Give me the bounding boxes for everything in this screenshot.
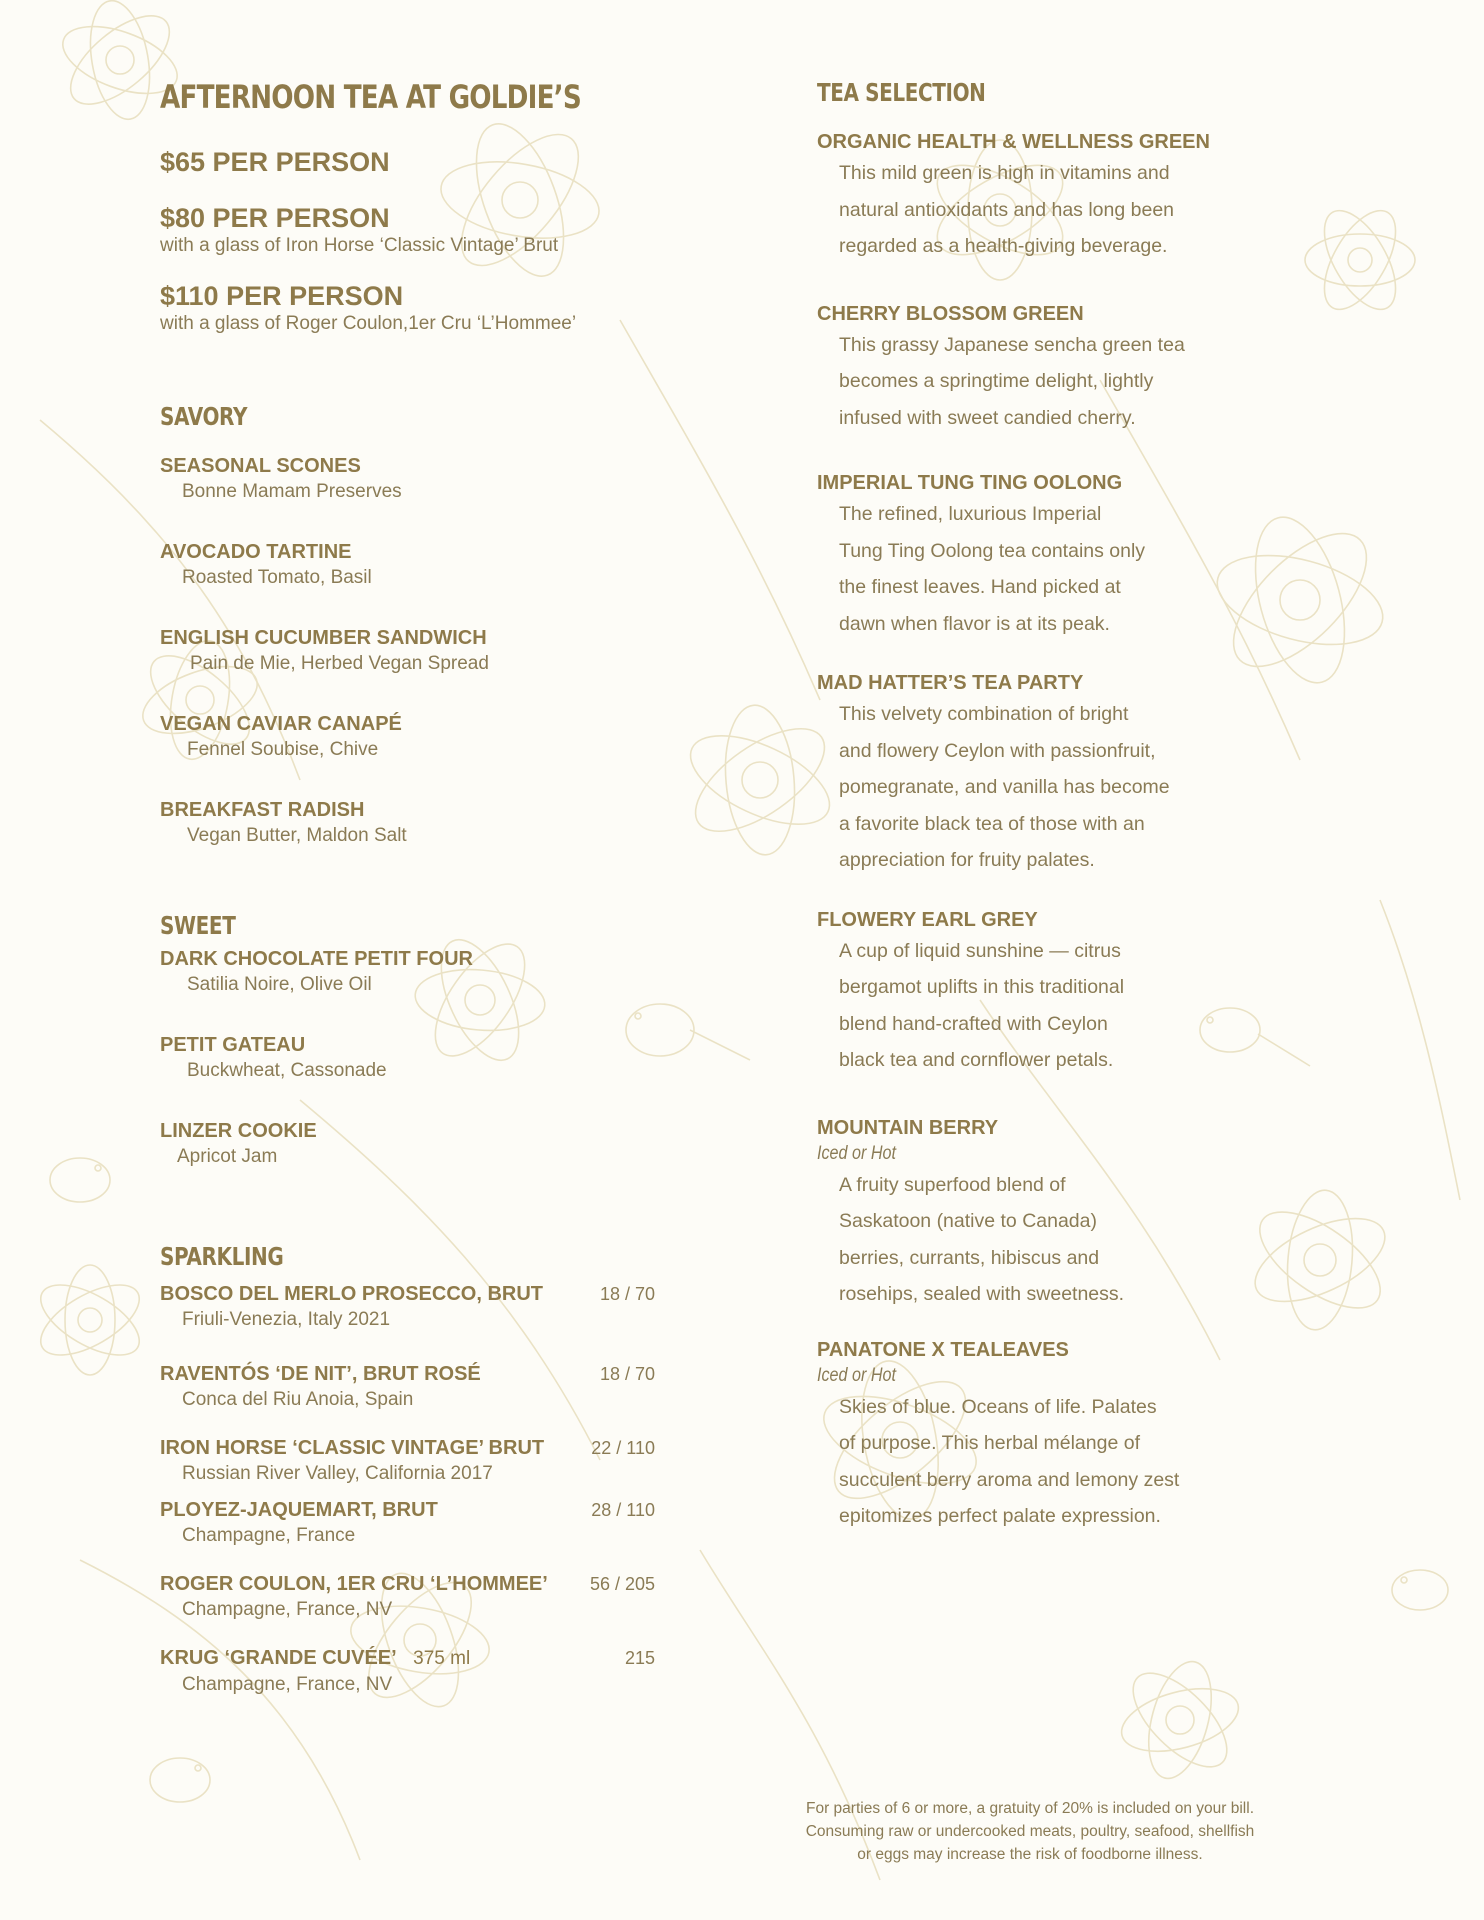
tea-desc-line: rosehips, sealed with sweetness. bbox=[839, 1283, 1125, 1305]
wine-item bbox=[160, 1435, 655, 1487]
tea-desc-line: Tung Ting Oolong tea contains only bbox=[839, 539, 1146, 562]
menu-item-name: VEGAN CAVIAR CANAPÉ bbox=[160, 713, 402, 735]
menu-item-name: DARK CHOCOLATE PETIT FOUR bbox=[160, 948, 473, 970]
wine-name: PLOYEZ-JAQUEMART, BRUT bbox=[160, 1499, 438, 1521]
tea-desc-line: This grassy Japanese sencha green tea bbox=[839, 333, 1185, 356]
tea-desc-line: appreciation for fruity palates. bbox=[839, 849, 1095, 871]
tea-name: PANATONE X TEALEAVES bbox=[817, 1338, 1069, 1361]
tea-desc bbox=[817, 696, 1259, 879]
tea-desc bbox=[817, 496, 1259, 642]
tea-desc-line: The refined, luxurious Imperial bbox=[839, 503, 1102, 525]
price-tier-price: $110 PER PERSON bbox=[160, 281, 404, 311]
wine-name: KRUG ‘GRANDE CUVÉE’ bbox=[160, 1647, 396, 1669]
wine-item bbox=[160, 1571, 655, 1623]
tea-desc bbox=[817, 933, 1259, 1079]
sparkling-section bbox=[160, 1242, 680, 1698]
tea-desc-line: blend hand-crafted with Ceylon bbox=[839, 1012, 1108, 1035]
menu-item bbox=[160, 946, 680, 998]
tea-name: ORGANIC HEALTH & WELLNESS GREEN bbox=[817, 131, 1210, 153]
tea-item bbox=[817, 1337, 1337, 1535]
tea-item bbox=[817, 470, 1337, 642]
wine-name: IRON HORSE ‘CLASSIC VINTAGE’ BRUT bbox=[160, 1437, 545, 1459]
tea-name: FLOWERY EARL GREY bbox=[817, 908, 1038, 931]
tea-desc-line: black tea and cornflower petals. bbox=[839, 1049, 1114, 1071]
tea-item bbox=[817, 129, 1337, 265]
footer-disclaimer bbox=[780, 1797, 1280, 1866]
wine-name: ROGER COULON, 1ER CRU ‘L’HOMMEE’ bbox=[160, 1573, 548, 1595]
footer-line: Consuming raw or undercooked meats, poultry, seafood, shellfish bbox=[805, 1823, 1255, 1840]
tea-desc-line: infused with sweet candied cherry. bbox=[839, 406, 1136, 429]
menu-item-name: PETIT GATEAU bbox=[160, 1034, 306, 1056]
sweet-heading: SWEET bbox=[160, 911, 236, 940]
tea-desc bbox=[817, 1167, 1259, 1313]
wine-origin: Champagne, France, NV bbox=[182, 1674, 393, 1695]
menu-item-desc: Fennel Soubise, Chive bbox=[187, 739, 379, 760]
menu-item-desc: Pain de Mie, Herbed Vegan Spread bbox=[190, 653, 489, 674]
price-tier bbox=[160, 280, 680, 336]
tea-desc bbox=[817, 1389, 1259, 1535]
wine-origin: Russian River Valley, California 2017 bbox=[182, 1463, 493, 1484]
wine-item bbox=[160, 1497, 655, 1549]
sweet-section bbox=[160, 911, 680, 1170]
menu-item bbox=[160, 539, 680, 591]
menu-item-desc: Roasted Tomato, Basil bbox=[182, 567, 372, 588]
menu-item-desc: Apricot Jam bbox=[177, 1146, 278, 1167]
tea-desc-line: succulent berry aroma and lemony zest bbox=[839, 1468, 1180, 1491]
wine-price: 18 / 70 bbox=[599, 1364, 655, 1384]
tea-desc-line: pomegranate, and vanilla has become bbox=[839, 776, 1170, 798]
tea-heading: TEA SELECTION bbox=[817, 78, 986, 107]
wine-name: BOSCO DEL MERLO PROSECCO, BRUT bbox=[160, 1283, 543, 1305]
menu-item bbox=[160, 1118, 680, 1170]
tea-desc-line: of purpose. This herbal mélange of bbox=[839, 1432, 1140, 1454]
tea-desc bbox=[817, 327, 1259, 437]
sparkling-heading: SPARKLING bbox=[160, 1242, 284, 1271]
tea-desc-line: bergamot uplifts in this traditional bbox=[839, 976, 1125, 998]
menu-item bbox=[160, 453, 680, 505]
savory-section bbox=[160, 402, 680, 849]
tea-name: MOUNTAIN BERRY bbox=[817, 1116, 999, 1139]
tea-serving: Iced or Hot bbox=[817, 1142, 896, 1164]
tea-desc-line: epitomizes perfect palate expression. bbox=[839, 1505, 1161, 1527]
tea-name: IMPERIAL TUNG TING OOLONG bbox=[817, 472, 1123, 494]
wine-item bbox=[160, 1361, 655, 1413]
menu-item bbox=[160, 711, 680, 763]
wine-price: 28 / 110 bbox=[591, 1500, 655, 1520]
tea-name: CHERRY BLOSSOM GREEN bbox=[817, 302, 1084, 325]
menu-item bbox=[160, 1032, 680, 1084]
menu-item-name: ENGLISH CUCUMBER SANDWICH bbox=[160, 627, 487, 649]
tea-desc-line: regarded as a health-giving beverage. bbox=[839, 235, 1168, 257]
menu-item-desc: Buckwheat, Cassonade bbox=[187, 1060, 387, 1081]
price-tier bbox=[160, 202, 680, 258]
wine-origin: Champagne, France bbox=[182, 1525, 356, 1546]
menu-title: AFTERNOON TEA AT GOLDIE’S bbox=[160, 78, 581, 116]
wine-price: 22 / 110 bbox=[591, 1438, 655, 1458]
tea-desc-line: This mild green is high in vitamins and bbox=[839, 162, 1170, 184]
tea-desc-line: Skies of blue. Oceans of life. Palates bbox=[839, 1395, 1157, 1418]
menu-item-desc: Bonne Mamam Preserves bbox=[182, 481, 402, 502]
menu-item bbox=[160, 797, 680, 849]
tea-desc-line: the finest leaves. Hand picked at bbox=[839, 576, 1121, 598]
wine-size: 375 ml bbox=[413, 1648, 471, 1669]
tea-desc bbox=[817, 155, 1259, 265]
menu-item-name: AVOCADO TARTINE bbox=[160, 541, 352, 563]
price-tier bbox=[160, 146, 680, 178]
footer-line: For parties of 6 or more, a gratuity of 20% is included on your bill. bbox=[806, 1800, 1254, 1817]
tea-desc-line: A cup of liquid sunshine — citrus bbox=[839, 939, 1121, 962]
wine-origin: Champagne, France, NV bbox=[182, 1599, 393, 1620]
tea-desc-line: and flowery Ceylon with passionfruit, bbox=[839, 739, 1156, 762]
wine-origin: Conca del Riu Anoia, Spain bbox=[182, 1389, 414, 1410]
menu-item-name: BREAKFAST RADISH bbox=[160, 799, 365, 821]
footer-line: or eggs may increase the risk of foodborne illness. bbox=[857, 1846, 1203, 1863]
tea-desc-line: dawn when flavor is at its peak. bbox=[839, 612, 1110, 635]
tea-desc-line: becomes a springtime delight, lightly bbox=[839, 370, 1154, 392]
wine-item bbox=[160, 1645, 655, 1698]
savory-heading: SAVORY bbox=[160, 402, 248, 431]
tea-desc-line: Saskatoon (native to Canada) bbox=[839, 1210, 1097, 1232]
wine-name: RAVENTÓS ‘DE NIT’, BRUT ROSÉ bbox=[160, 1363, 481, 1385]
price-tier-price: $65 PER PERSON bbox=[160, 147, 390, 177]
wine-name-row bbox=[160, 1645, 655, 1672]
wine-price: 215 bbox=[624, 1648, 655, 1668]
tea-serving: Iced or Hot bbox=[817, 1364, 896, 1386]
tea-item bbox=[817, 907, 1337, 1079]
tea-name: MAD HATTER’S TEA PARTY bbox=[817, 672, 1084, 694]
price-tier-note: with a glass of Roger Coulon,1er Cru ‘L’Hommee’ bbox=[160, 313, 577, 334]
tea-item bbox=[817, 670, 1337, 879]
wine-item bbox=[160, 1281, 655, 1333]
left-column bbox=[160, 78, 680, 1698]
menu-item bbox=[160, 625, 680, 677]
tea-item bbox=[817, 301, 1337, 437]
tea-item bbox=[817, 1115, 1337, 1313]
tea-desc-line: berries, currants, hibiscus and bbox=[839, 1246, 1100, 1269]
price-tier-price: $80 PER PERSON bbox=[160, 203, 390, 233]
menu-item-name: SEASONAL SCONES bbox=[160, 455, 361, 477]
tea-desc-line: a favorite black tea of those with an bbox=[839, 812, 1145, 835]
price-tier-note: with a glass of Iron Horse ‘Classic Vintage’ Brut bbox=[160, 235, 559, 256]
wine-price: 56 / 205 bbox=[589, 1574, 655, 1594]
tea-desc-line: A fruity superfood blend of bbox=[839, 1173, 1066, 1196]
wine-origin: Friuli-Venezia, Italy 2021 bbox=[182, 1309, 391, 1330]
menu-item-name: LINZER COOKIE bbox=[160, 1120, 317, 1142]
tea-desc-line: This velvety combination of bright bbox=[839, 703, 1129, 725]
wine-price: 18 / 70 bbox=[599, 1284, 655, 1304]
menu-item-desc: Satilia Noire, Olive Oil bbox=[187, 974, 372, 995]
tea-desc-line: natural antioxidants and has long been bbox=[839, 198, 1175, 221]
menu-item-desc: Vegan Butter, Maldon Salt bbox=[187, 825, 407, 846]
right-column bbox=[817, 78, 1337, 1535]
